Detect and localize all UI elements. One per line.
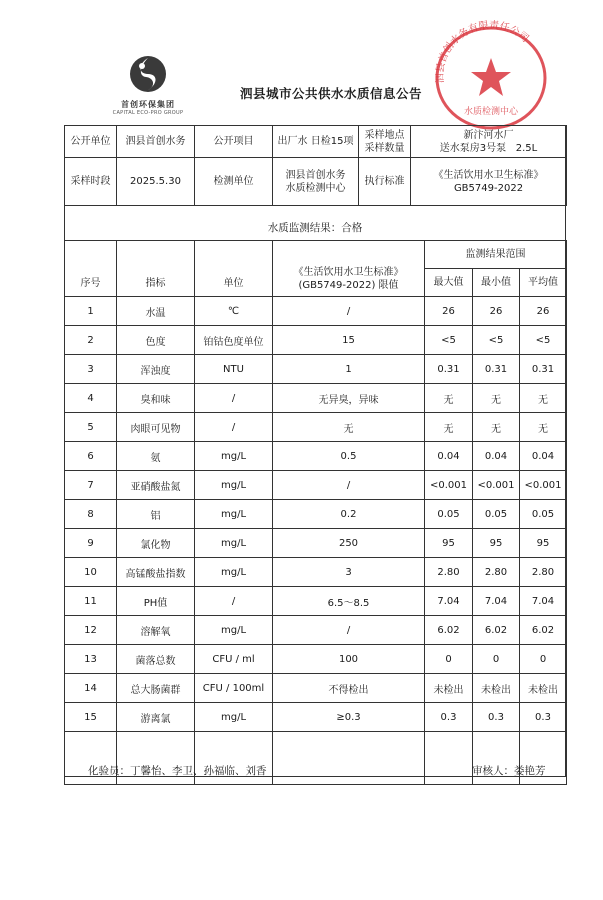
blank-cell xyxy=(425,732,473,785)
table-row xyxy=(65,297,567,326)
cell-avg: <5 xyxy=(520,326,567,355)
cell-unit: mg/L xyxy=(195,471,273,500)
col-header-min: 最小值 xyxy=(473,269,520,297)
cell-unit: mg/L xyxy=(195,500,273,529)
site-label: 采样地点 xyxy=(364,129,405,141)
cell-max: 95 xyxy=(425,529,473,558)
logo-emblem-icon xyxy=(128,54,168,94)
cell-item: 水温 xyxy=(117,297,195,326)
cell-no: 4 xyxy=(65,384,117,413)
table-row xyxy=(65,384,567,413)
table-row xyxy=(65,529,567,558)
result-summary: 水质监测结果：合格 xyxy=(64,205,566,241)
cell-avg: 0.04 xyxy=(520,442,567,471)
col-header-item: 指标 xyxy=(117,241,195,297)
cell-min: 0.04 xyxy=(473,442,520,471)
col-header-avg: 平均值 xyxy=(520,269,567,297)
cell-no: 7 xyxy=(65,471,117,500)
cell-limit: 6.5～8.5 xyxy=(273,587,425,616)
cell-no: 2 xyxy=(65,326,117,355)
cell-unit: mg/L xyxy=(195,442,273,471)
cell-max: 0.04 xyxy=(425,442,473,471)
cell-unit: / xyxy=(195,413,273,442)
cell-max: 7.04 xyxy=(425,587,473,616)
cell-unit: 铂钴色度单位 xyxy=(195,326,273,355)
cell-min: 未检出 xyxy=(473,674,520,703)
cell-no: 3 xyxy=(65,355,117,384)
cell-avg: 2.80 xyxy=(520,558,567,587)
pub-item-label: 公开项目 xyxy=(195,126,273,158)
logo-name-cn: 首创环保集团 xyxy=(121,100,175,109)
cell-limit: / xyxy=(273,297,425,326)
header-row-1 xyxy=(65,126,567,158)
cell-max: 0.31 xyxy=(425,355,473,384)
site-qty-line xyxy=(413,142,564,155)
cell-unit: CFU / 100ml xyxy=(195,674,273,703)
cell-item: 肉眼可见物 xyxy=(117,413,195,442)
site-qty-label-cell xyxy=(359,126,411,158)
cell-unit: / xyxy=(195,587,273,616)
cell-min: 无 xyxy=(473,384,520,413)
cell-item: 高锰酸盐指数 xyxy=(117,558,195,587)
cell-item: 氯化物 xyxy=(117,529,195,558)
pub-unit-label: 公开单位 xyxy=(65,126,117,158)
cell-limit: 无异臭，异味 xyxy=(273,384,425,413)
cell-item: 臭和味 xyxy=(117,384,195,413)
table-header-row-1 xyxy=(65,241,567,269)
site-value-2: 送水泵房3号泵 xyxy=(439,142,507,154)
cell-unit: mg/L xyxy=(195,558,273,587)
cell-min: 6.02 xyxy=(473,616,520,645)
cell-no: 11 xyxy=(65,587,117,616)
cell-item: 浑浊度 xyxy=(117,355,195,384)
cell-no: 6 xyxy=(65,442,117,471)
cell-max: 无 xyxy=(425,413,473,442)
cell-limit: ≥0.3 xyxy=(273,703,425,732)
reviewer-signature: 审核人：娄艳芳 xyxy=(472,765,546,777)
std-label: 执行标准 xyxy=(359,158,411,206)
cell-item: 氨 xyxy=(117,442,195,471)
cell-avg: 无 xyxy=(520,384,567,413)
cell-max: 6.02 xyxy=(425,616,473,645)
cell-limit: 1 xyxy=(273,355,425,384)
cell-avg: 0.3 xyxy=(520,703,567,732)
table-row xyxy=(65,703,567,732)
cell-max: 0 xyxy=(425,645,473,674)
seal-center-text: 水质检测中心 xyxy=(463,107,519,117)
cell-max: <0.001 xyxy=(425,471,473,500)
std-value: 《生活饮用水卫生标准》 xyxy=(433,169,544,181)
cell-limit: 250 xyxy=(273,529,425,558)
col-header-limit-line-2: (GB5749-2022) 限值 xyxy=(298,280,399,291)
water-quality-table xyxy=(64,240,567,785)
cell-item: 总大肠菌群 xyxy=(117,674,195,703)
col-header-limit xyxy=(273,241,425,297)
cell-max: 无 xyxy=(425,384,473,413)
table-row xyxy=(65,471,567,500)
std-value-2: GB5749-2022 xyxy=(453,182,524,194)
cell-item: 溶解氧 xyxy=(117,616,195,645)
cell-no: 12 xyxy=(65,616,117,645)
cell-no: 10 xyxy=(65,558,117,587)
cell-item: PH值 xyxy=(117,587,195,616)
cell-no: 13 xyxy=(65,645,117,674)
cell-avg: 26 xyxy=(520,297,567,326)
table-row xyxy=(65,355,567,384)
cell-min: 7.04 xyxy=(473,587,520,616)
cell-unit: mg/L xyxy=(195,616,273,645)
pub-item-value: 出厂水 日检15项 xyxy=(273,126,359,158)
table-row xyxy=(65,442,567,471)
cell-avg: 7.04 xyxy=(520,587,567,616)
cell-unit: CFU / ml xyxy=(195,645,273,674)
cell-max: <5 xyxy=(425,326,473,355)
cell-avg: 0 xyxy=(520,645,567,674)
page-title: 泗县城市公共供水水质信息公告 xyxy=(240,86,423,101)
cell-min: 0.05 xyxy=(473,500,520,529)
test-unit-value-cell xyxy=(273,158,359,206)
cell-avg: 6.02 xyxy=(520,616,567,645)
cell-no: 1 xyxy=(65,297,117,326)
cell-max: 0.3 xyxy=(425,703,473,732)
cell-limit: 0.2 xyxy=(273,500,425,529)
cell-max: 26 xyxy=(425,297,473,326)
cell-avg: <0.001 xyxy=(520,471,567,500)
cell-min: 无 xyxy=(473,413,520,442)
cell-no: 5 xyxy=(65,413,117,442)
std-value-cell xyxy=(411,158,567,206)
table-row xyxy=(65,616,567,645)
cell-unit: mg/L xyxy=(195,703,273,732)
qty-value: 2.5L xyxy=(515,142,538,154)
cell-min: 2.80 xyxy=(473,558,520,587)
qty-label: 采样数量 xyxy=(364,142,405,154)
header-row-2 xyxy=(65,158,567,206)
cell-limit: 不得检出 xyxy=(273,674,425,703)
table-row xyxy=(65,645,567,674)
cell-avg: 95 xyxy=(520,529,567,558)
table-row xyxy=(65,413,567,442)
cell-unit: mg/L xyxy=(195,529,273,558)
table-row xyxy=(65,500,567,529)
cell-item: 铝 xyxy=(117,500,195,529)
cell-item: 菌落总数 xyxy=(117,645,195,674)
col-header-range: 监测结果范围 xyxy=(425,241,567,269)
cell-limit: 100 xyxy=(273,645,425,674)
cell-avg: 未检出 xyxy=(520,674,567,703)
cell-item: 色度 xyxy=(117,326,195,355)
cell-max: 0.05 xyxy=(425,500,473,529)
test-unit-label: 检测单位 xyxy=(195,158,273,206)
cell-min: 26 xyxy=(473,297,520,326)
col-header-unit: 单位 xyxy=(195,241,273,297)
cell-limit: 0.5 xyxy=(273,442,425,471)
logo-name-en: CAPITAL ECO-PRO GROUP xyxy=(112,110,184,116)
cell-min: <0.001 xyxy=(473,471,520,500)
cell-avg: 无 xyxy=(520,413,567,442)
cell-no: 9 xyxy=(65,529,117,558)
table-row xyxy=(65,587,567,616)
cell-min: 0.3 xyxy=(473,703,520,732)
cell-min: 95 xyxy=(473,529,520,558)
table-row xyxy=(65,558,567,587)
cell-max: 未检出 xyxy=(425,674,473,703)
cell-limit: 15 xyxy=(273,326,425,355)
blank-cell xyxy=(273,732,425,785)
col-header-max: 最大值 xyxy=(425,269,473,297)
cell-max: 2.80 xyxy=(425,558,473,587)
table-row xyxy=(65,674,567,703)
table-row xyxy=(65,326,567,355)
cell-avg: 0.05 xyxy=(520,500,567,529)
col-header-no: 序号 xyxy=(65,241,117,297)
site-qty-value-cell xyxy=(411,126,567,158)
cell-limit: 3 xyxy=(273,558,425,587)
cell-unit: / xyxy=(195,384,273,413)
cell-limit: / xyxy=(273,471,425,500)
cell-no: 15 xyxy=(65,703,117,732)
cell-no: 8 xyxy=(65,500,117,529)
cell-limit: / xyxy=(273,616,425,645)
cell-unit: ℃ xyxy=(195,297,273,326)
seal-star-icon xyxy=(471,58,511,96)
cell-unit: NTU xyxy=(195,355,273,384)
cell-no: 14 xyxy=(65,674,117,703)
company-logo xyxy=(112,54,184,116)
cell-item: 游离氯 xyxy=(117,703,195,732)
col-header-limit-line-1: 《生活饮用水卫生标准》 xyxy=(293,267,404,278)
testers-signature: 化验员：丁馨怡、李卫、孙福临、刘香 xyxy=(88,765,267,777)
cell-limit: 无 xyxy=(273,413,425,442)
cell-item: 亚硝酸盐氮 xyxy=(117,471,195,500)
time-value: 2025.5.30 xyxy=(117,158,195,206)
test-unit-value-2: 水质检测中心 xyxy=(285,182,346,194)
time-label: 采样时段 xyxy=(65,158,117,206)
pub-unit-value: 泗县首创水务 xyxy=(117,126,195,158)
cell-avg: 0.31 xyxy=(520,355,567,384)
site-value: 新汴河水厂 xyxy=(463,129,514,141)
test-unit-value: 泗县首创水务 xyxy=(285,169,346,181)
cell-min: <5 xyxy=(473,326,520,355)
header-info-table xyxy=(64,125,567,206)
cell-min: 0 xyxy=(473,645,520,674)
seal-ring-text: 泗县首创水务有限责任公司 xyxy=(434,20,531,84)
cell-min: 0.31 xyxy=(473,355,520,384)
company-seal xyxy=(423,20,559,132)
